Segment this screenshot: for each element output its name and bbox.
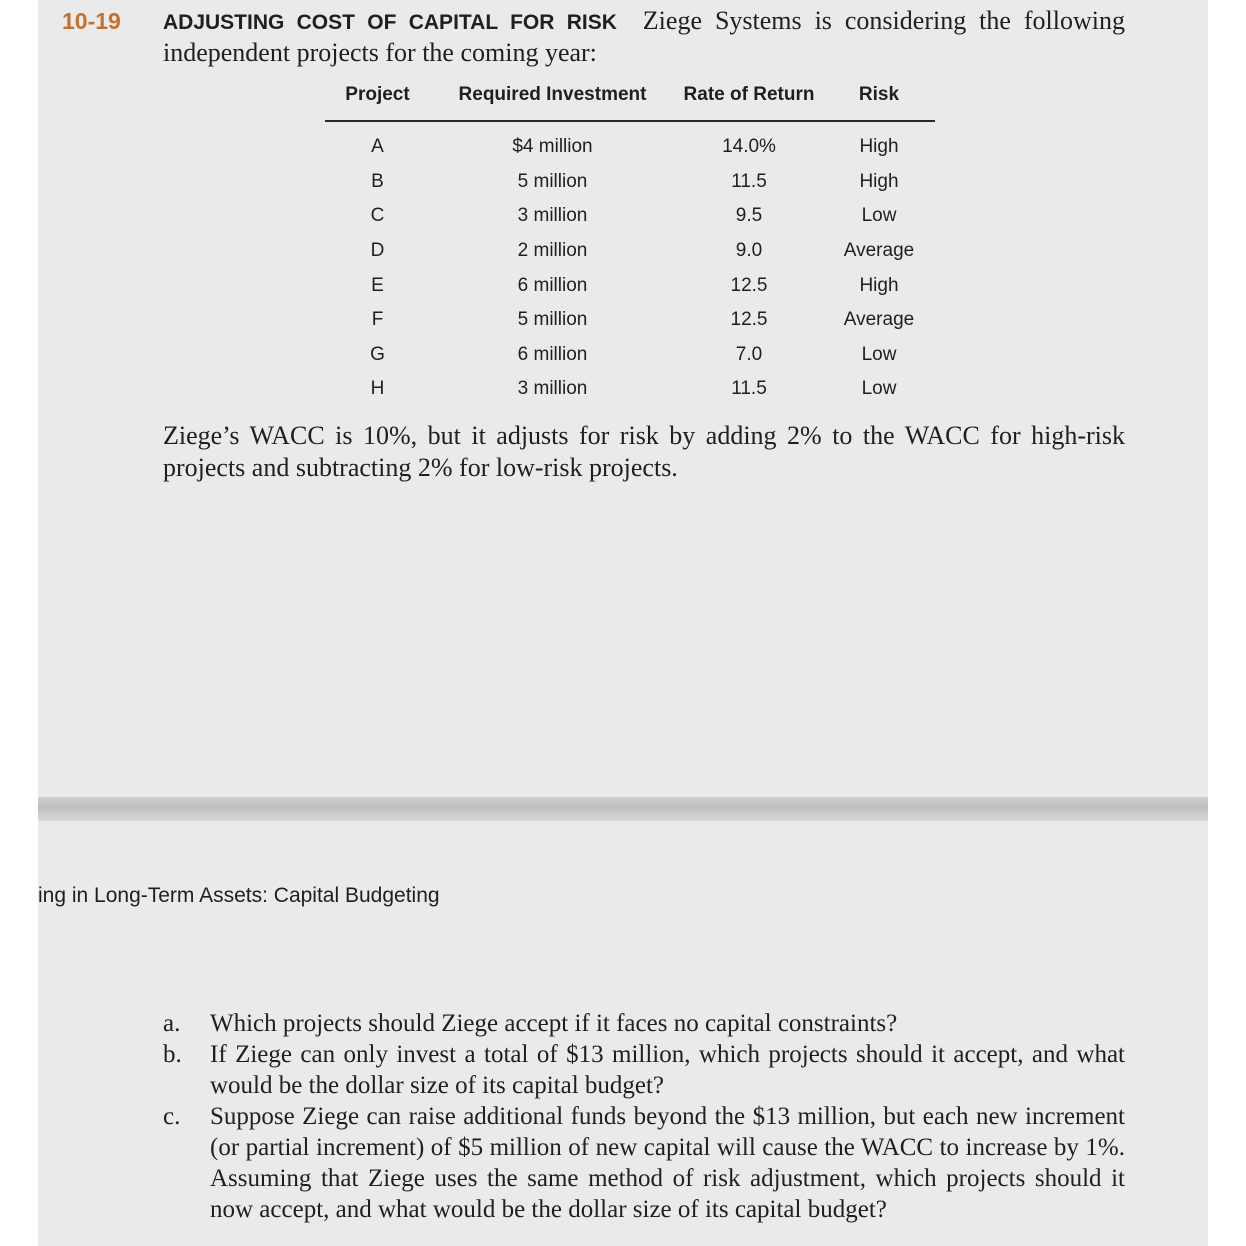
cell-risk: High xyxy=(859,170,899,192)
cell-investment: 2 million xyxy=(517,240,588,262)
cell-risk: High xyxy=(859,136,899,158)
table-header-row xyxy=(325,80,935,121)
question-text: Which projects should Ziege accept if it faces no capital constraints? xyxy=(210,1010,898,1037)
cell-rate: 11.5 xyxy=(731,170,767,192)
question-text: Suppose Ziege can raise additional funds beyond the $13 million, but each new increment (or partial increment) of $5 million of new capital will cause the WACC to increase by 1%. Assuming that Ziege uses the same method of risk adjustment, which projects should it now accept, and what would be the dollar size of its capital budget? xyxy=(210,1103,1125,1223)
cell-rate: 7.0 xyxy=(735,343,763,365)
cell-project: A xyxy=(371,136,384,158)
cell-risk: Average xyxy=(843,240,915,262)
problem-number: 10-19 xyxy=(62,8,121,34)
cell-risk: Low xyxy=(861,205,897,227)
cell-risk: Low xyxy=(861,378,897,400)
question-item xyxy=(163,1039,1125,1101)
cell-rate: 14.0% xyxy=(722,136,776,158)
header-risk: Risk xyxy=(823,80,935,121)
cell-rate: 9.5 xyxy=(735,205,763,227)
question-letter: c. xyxy=(163,1103,181,1130)
table-row xyxy=(325,268,935,303)
cell-rate: 12.5 xyxy=(730,309,768,331)
table-row xyxy=(325,372,935,407)
table-row xyxy=(325,199,935,234)
page-divider xyxy=(38,797,1208,821)
header-project: Project xyxy=(325,80,430,121)
cell-project: H xyxy=(370,378,385,400)
question-list xyxy=(163,1008,1125,1225)
cell-investment: 5 million xyxy=(517,309,588,331)
projects-table xyxy=(325,80,935,407)
table-row xyxy=(325,165,935,200)
cell-project: C xyxy=(370,205,385,227)
cell-rate: 9.0 xyxy=(735,240,763,262)
table-row xyxy=(325,303,935,338)
cell-project: E xyxy=(371,274,384,296)
cell-rate: 11.5 xyxy=(731,378,767,400)
wacc-note: Ziege’s WACC is 10%, but it adjusts for risk by adding 2% to the WACC for high-risk projects and subtracting 2% for low-risk projects. xyxy=(163,421,1125,482)
running-head: ing in Long-Term Assets: Capital Budgeting xyxy=(38,884,440,907)
cell-investment: 3 million xyxy=(517,205,588,227)
table-row xyxy=(325,338,935,373)
header-rate-of-return: Rate of Return xyxy=(675,80,823,121)
question-item xyxy=(163,1008,1125,1039)
problem-intro-text: Ziege Systems is considering the following independent projects for the coming year: xyxy=(163,6,1125,67)
cell-risk: Average xyxy=(843,309,915,331)
question-letter: a. xyxy=(163,1010,181,1037)
cell-investment: 6 million xyxy=(517,343,588,365)
cell-project: F xyxy=(371,309,384,331)
cell-risk: Low xyxy=(861,343,897,365)
cutoff-next-line xyxy=(60,1240,1130,1246)
question-text: If Ziege can only invest a total of $13 million, which projects should it accept, and what would be the dollar size of its capital budget? xyxy=(210,1041,1125,1099)
header-required-investment: Required Investment xyxy=(430,80,675,121)
problem-intro xyxy=(163,6,1125,68)
cell-investment: 6 million xyxy=(517,274,588,296)
table-row xyxy=(325,234,935,269)
cell-project: G xyxy=(370,343,385,365)
cell-investment: 5 million xyxy=(517,170,588,192)
cell-investment: 3 million xyxy=(517,378,588,400)
table-row xyxy=(325,121,935,165)
cell-project: B xyxy=(371,170,384,192)
cell-rate: 12.5 xyxy=(730,274,768,296)
question-item xyxy=(163,1101,1125,1225)
cell-risk: High xyxy=(859,274,899,296)
cell-project: D xyxy=(370,240,385,262)
cell-investment: $4 million xyxy=(512,136,593,158)
problem-heading: ADJUSTING COST OF CAPITAL FOR RISK xyxy=(163,11,617,34)
question-letter: b. xyxy=(163,1041,182,1068)
